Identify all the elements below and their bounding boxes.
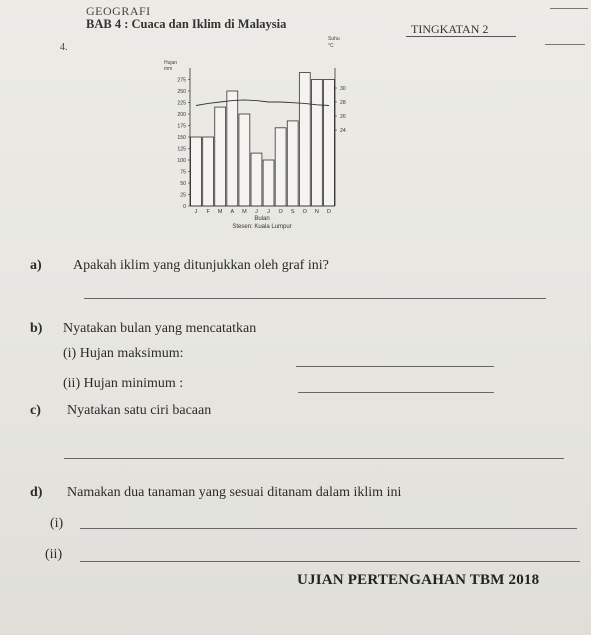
question-b-i: (i) Hujan maksimum: <box>63 346 184 361</box>
chart-bar-n-11 <box>311 80 322 207</box>
chart-xtick-label: J <box>267 209 270 215</box>
chart-ytick-label: 0 <box>183 203 186 210</box>
question-b-text: Nyatakan bulan yang mencatatkan <box>63 321 257 336</box>
answer-line-a[interactable] <box>84 298 546 299</box>
chart-xtick-label: M <box>217 209 223 215</box>
chart-ytick-right-label: 30 <box>340 85 346 92</box>
chart-ylabel-right: Suhu °C <box>328 36 340 49</box>
chart-bar-m-3 <box>215 107 226 206</box>
question-d-ii: (ii) <box>45 547 63 562</box>
chart-xtick-label: A <box>230 209 235 215</box>
chart-xtick-label: O <box>278 209 283 215</box>
chart-bar-f-2 <box>203 137 214 206</box>
chart-ytick-label: 200 <box>177 111 186 118</box>
chart-ytick-right-label: 24 <box>340 127 346 134</box>
chart-xtick-label: D <box>326 209 331 215</box>
question-b-ii: (ii) Hujan minimum : <box>63 376 184 391</box>
question-a-text: Apakah iklim yang ditunjukkan oleh graf ini? <box>73 258 329 273</box>
answer-line-d-i[interactable] <box>80 528 577 529</box>
chart-xtick-label: J <box>255 209 258 215</box>
chart-xtick-label: S <box>290 209 295 215</box>
chart-ytick-label: 100 <box>177 157 186 164</box>
chapter-title: BAB 4 : Cuaca dan Iklim di Malaysia <box>86 17 287 31</box>
chart-xtick-label: M <box>242 209 247 215</box>
chart-bar-j-6 <box>251 153 262 206</box>
chart-ytick-right-label: 28 <box>340 99 346 106</box>
chart-bar-m-5 <box>239 114 250 206</box>
exam-footer: UJIAN PERTENGAHAN TBM 2018 <box>297 572 540 588</box>
chart-xtick-label: J <box>194 209 198 215</box>
chart-ytick-right-label: 26 <box>340 113 346 120</box>
chart-ytick-label: 75 <box>180 169 186 176</box>
answer-line-d-ii[interactable] <box>80 561 580 562</box>
chart-bar-a-4 <box>227 91 238 206</box>
climate-graph <box>150 30 370 240</box>
chart-ytick-label: 175 <box>177 123 186 130</box>
level-underline <box>406 36 516 37</box>
chart-ytick-label: 250 <box>177 88 186 95</box>
chart-bar-d-12 <box>324 80 335 207</box>
question-d-letter: d) <box>30 485 43 500</box>
form-level: TINGKATAN 2 <box>411 22 489 36</box>
chart-bar-j-7 <box>263 160 274 206</box>
question-d-i: (i) <box>50 516 64 531</box>
margin-line <box>545 44 585 45</box>
margin-line <box>550 8 588 9</box>
question-d-text: Namakan dua tanaman yang sesuai ditanam dalam iklim ini <box>67 485 402 500</box>
answer-line-b-i[interactable] <box>296 366 494 367</box>
question-a-letter: a) <box>30 258 42 273</box>
chart-caption: Stesen: Kuala Lumpur <box>232 224 292 230</box>
subject-title: GEOGRAFI <box>86 4 151 18</box>
chart-xtick-label: F <box>206 209 210 215</box>
chart-ytick-label: 150 <box>177 134 186 141</box>
question-c-letter: c) <box>30 403 41 418</box>
chart-ytick-label: 125 <box>177 146 186 153</box>
answer-line-b-ii[interactable] <box>298 392 494 393</box>
chart-bar-o-8 <box>275 128 286 206</box>
chart-ytick-label: 225 <box>177 100 186 107</box>
answer-line-c[interactable] <box>64 458 564 459</box>
chart-xtick-label: O <box>302 209 307 215</box>
chart-xlabel: Bulan <box>254 216 270 222</box>
question-c-text: Nyatakan satu ciri bacaan <box>67 403 212 418</box>
question-b-letter: b) <box>30 321 43 336</box>
chart-xtick-label: N <box>314 209 319 215</box>
chart-bar-o-10 <box>299 73 310 206</box>
chart-bar-s-9 <box>287 121 298 206</box>
question-number: 4. <box>60 42 68 53</box>
chart-bar-j-1 <box>191 137 202 206</box>
chart-ytick-label: 275 <box>177 77 186 84</box>
chart-ytick-label: 50 <box>180 180 186 187</box>
chart-ytick-label: 25 <box>180 192 186 199</box>
chart-ylabel-left: Hujan mm <box>164 60 178 72</box>
